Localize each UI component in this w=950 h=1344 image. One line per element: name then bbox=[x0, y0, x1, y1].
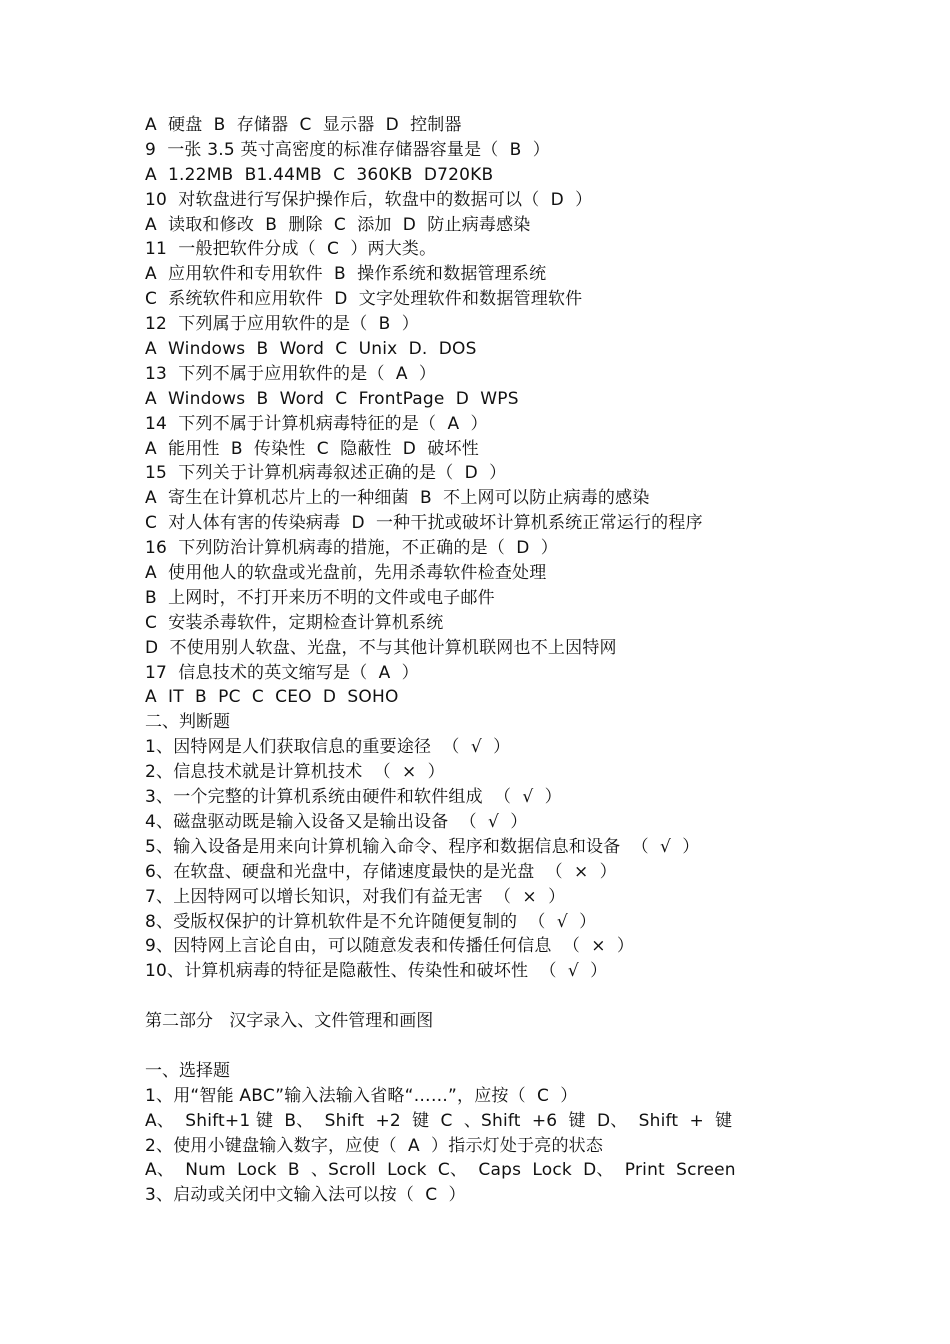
choice-section-heading: 一、选择题 bbox=[145, 1060, 230, 1081]
question-line: 14 下列不属于计算机病毒特征的是（ A ） bbox=[145, 413, 488, 434]
question-line: 13 下列不属于应用软件的是（ A ） bbox=[145, 363, 437, 384]
text-line: A 硬盘 B 存储器 C 显示器 D 控制器 bbox=[145, 115, 462, 135]
question-line: 11 一般把软件分成（ C ）两大类。 bbox=[145, 239, 437, 260]
question-line: 16 下列防治计算机病毒的措施，不正确的是（ D ） bbox=[145, 538, 558, 559]
question-line: 1、用“智能 ABC”输入法输入省略“……”，应按（ C ） bbox=[145, 1085, 578, 1106]
blank-line bbox=[145, 984, 905, 1009]
judgment-section-heading: 二、判断题 bbox=[145, 712, 230, 733]
judgment-item: 5、输入设备是用来向计算机输入命令、程序和数据信息和设备 （ √ ） bbox=[145, 836, 700, 857]
blank-line bbox=[145, 1034, 905, 1059]
question-line: 3、启动或关闭中文输入法可以按（ C ） bbox=[145, 1185, 466, 1206]
judgment-item: 10、计算机病毒的特征是隐蔽性、传染性和破坏性 （ √ ） bbox=[145, 961, 608, 982]
options-line: A 读取和修改 B 删除 C 添加 D 防止病毒感染 bbox=[145, 214, 531, 235]
options-line: C 对人体有害的传染病毒 D 一种干扰或破坏计算机系统正常运行的程序 bbox=[145, 513, 703, 534]
options-line: C 安装杀毒软件，定期检查计算机系统 bbox=[145, 612, 444, 633]
part-two-heading: 第二部分 汉字录入、文件管理和画图 bbox=[145, 1011, 434, 1032]
options-line: A IT B PC C CEO D SOHO bbox=[145, 687, 399, 708]
judgment-item: 6、在软盘、硬盘和光盘中，存储速度最快的是光盘 （ × ） bbox=[145, 861, 617, 882]
options-line: A 能用性 B 传染性 C 隐蔽性 D 破坏性 bbox=[145, 438, 479, 459]
judgment-item: 1、因特网是人们获取信息的重要途径 （ √ ） bbox=[145, 737, 511, 758]
judgment-item: 2、信息技术就是计算机技术 （ × ） bbox=[145, 762, 445, 783]
options-line: A、 Shift+1 键 B、 Shift +2 键 C 、Shift +6 键 D、 Shift + 键 bbox=[145, 1110, 733, 1131]
options-line: B 上网时，不打开来历不明的文件或电子邮件 bbox=[145, 587, 495, 608]
document-content bbox=[145, 113, 905, 1208]
judgment-item: 4、磁盘驱动既是输入设备又是输出设备 （ √ ） bbox=[145, 811, 528, 832]
question-line: 10 对软盘进行写保护操作后，软盘中的数据可以（ D ） bbox=[145, 189, 593, 210]
judgment-item: 9、因特网上言论自由，可以随意发表和传播任何信息 （ × ） bbox=[145, 936, 635, 957]
question-line: 12 下列属于应用软件的是（ B ） bbox=[145, 314, 419, 335]
options-line: A Windows B Word C FrontPage D WPS bbox=[145, 388, 519, 409]
options-line: C 系统软件和应用软件 D 文字处理软件和数据管理软件 bbox=[145, 289, 583, 310]
judgment-item: 8、受版权保护的计算机软件是不允许随便复制的 （ √ ） bbox=[145, 911, 597, 932]
options-line: A、 Num Lock B 、Scroll Lock C、 Caps Lock D、 Print Screen bbox=[145, 1160, 736, 1181]
options-line: A 使用他人的软盘或光盘前，先用杀毒软件检查处理 bbox=[145, 563, 547, 584]
question-line: 9 一张 3.5 英寸高密度的标准存储器容量是（ B ） bbox=[145, 139, 550, 160]
judgment-item: 3、一个完整的计算机系统由硬件和软件组成 （ √ ） bbox=[145, 787, 562, 808]
question-line: 15 下列关于计算机病毒叙述正确的是（ D ） bbox=[145, 463, 507, 484]
options-line: A 应用软件和专用软件 B 操作系统和数据管理系统 bbox=[145, 264, 547, 285]
question-line: 17 信息技术的英文缩写是（ A ） bbox=[145, 662, 419, 683]
options-line: D 不使用别人软盘、光盘，不与其他计算机联网也不上因特网 bbox=[145, 637, 617, 658]
question-line: 2、使用小键盘输入数字，应使（ A ）指示灯处于亮的状态 bbox=[145, 1135, 604, 1156]
options-line: A 寄生在计算机芯片上的一种细菌 B 不上网可以防止病毒的感染 bbox=[145, 488, 650, 509]
options-line: A 1.22MB B1.44MB C 360KB D720KB bbox=[145, 164, 494, 185]
judgment-item: 7、上因特网可以增长知识，对我们有益无害 （ × ） bbox=[145, 886, 566, 907]
options-line: A Windows B Word C Unix D. DOS bbox=[145, 339, 477, 360]
